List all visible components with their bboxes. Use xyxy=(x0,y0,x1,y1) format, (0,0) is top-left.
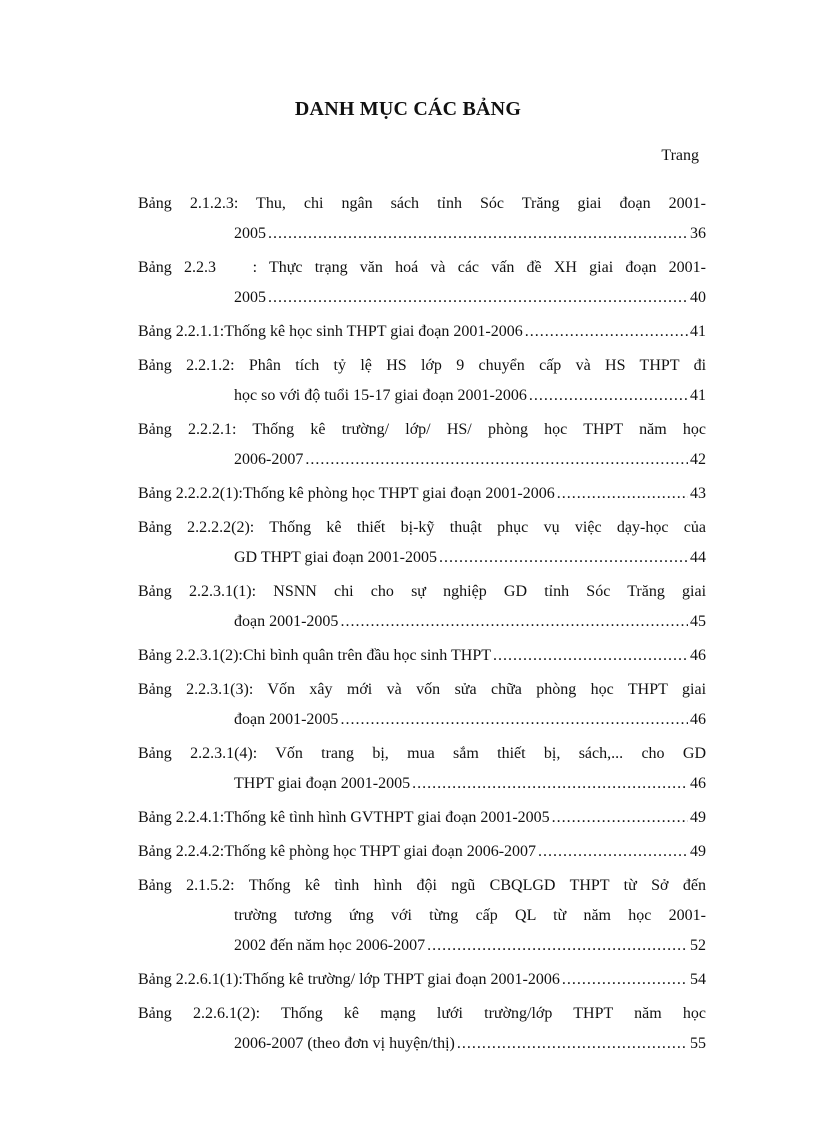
entry-label: Bảng 2.2.2.2(1): xyxy=(138,485,243,502)
entry-line xyxy=(138,803,706,833)
toc-entry xyxy=(138,351,706,411)
entry-line xyxy=(138,675,706,705)
entry-title-continued: 2006-2007 (theo đơn vị huyện/thị) xyxy=(234,1035,455,1052)
entry-title-continued: đoạn 2001-2005 xyxy=(234,613,339,630)
entry-title-continued: 2006-2007 xyxy=(234,451,304,468)
leader-dots xyxy=(457,1029,688,1059)
entry-line xyxy=(138,931,706,961)
leader-dots xyxy=(412,769,688,799)
entry-label: Bảng 2.2.4.2: xyxy=(138,843,225,860)
entry-label: Bảng 2.2.3.1(3): xyxy=(138,681,254,698)
entry-page-number: 42 xyxy=(690,451,706,468)
entry-label: Bảng 2.2.6.1(2): xyxy=(138,1005,261,1022)
entry-title-continued: GD THPT giai đoạn 2001-2005 xyxy=(234,549,437,566)
toc-entry xyxy=(138,577,706,637)
entry-title: Thống kê thiết bị-kỹ thuật phục vụ việc dạy-học của xyxy=(269,519,707,536)
leader-dots xyxy=(552,803,688,833)
leader-dots xyxy=(268,283,688,313)
entry-title: Thống kê trường/ lớp THPT giai đoạn 2001-2006 xyxy=(242,971,560,988)
toc-entry xyxy=(138,415,706,475)
leader-dots xyxy=(557,479,688,509)
entry-title-continued: học so với độ tuổi 15-17 giai đoạn 2001-2006 xyxy=(234,387,527,404)
entry-title: Thu, chi ngân sách tỉnh Sóc Trăng giai đoạn 2001- xyxy=(256,195,707,212)
entry-page-number: 45 xyxy=(690,613,706,630)
entry-line xyxy=(138,219,706,249)
toc-entry xyxy=(138,479,706,509)
entry-line xyxy=(138,381,706,411)
entry-title-continued: 2005 xyxy=(234,289,266,306)
page-title: DANH MỤC CÁC BẢNG xyxy=(294,98,522,120)
entry-title: Thống kê mạng lưới trường/lớp THPT năm học xyxy=(280,1005,707,1022)
entry-label: Bảng 2.2.3.1(1): xyxy=(138,583,257,600)
leader-dots xyxy=(493,641,688,671)
entry-line xyxy=(138,705,706,735)
entry-label: Bảng 2.2.6.1(1): xyxy=(138,971,243,988)
entry-line xyxy=(138,253,706,283)
entry-line xyxy=(138,283,706,313)
entry-label: Bảng 2.2.3.1(4): xyxy=(138,745,258,762)
toc-entry xyxy=(138,999,706,1059)
entry-line xyxy=(138,513,706,543)
entry-page-number: 41 xyxy=(690,323,706,340)
entry-title-continued: 2002 đến năm học 2006-2007 xyxy=(234,937,426,954)
toc-entry xyxy=(138,513,706,573)
toc-entry xyxy=(138,253,706,313)
entry-page-number: 52 xyxy=(690,937,706,954)
entry-line xyxy=(138,871,706,901)
toc-entry xyxy=(138,871,706,961)
leader-dots xyxy=(439,543,688,573)
leader-dots xyxy=(340,607,688,637)
toc-entry xyxy=(138,837,706,867)
entry-page-number: 46 xyxy=(690,711,706,728)
entry-title: Thống kê học sinh THPT giai đoạn 2001-2006 xyxy=(224,323,523,340)
entry-title: Thống kê tình hình đội ngũ CBQLGD THPT từ Sở đến xyxy=(248,877,707,894)
entry-label: Bảng 2.2.2.1: xyxy=(138,421,237,438)
entry-title: Vốn xây mới và vốn sửa chữa phòng học THPT giai xyxy=(267,681,707,698)
entry-line xyxy=(138,641,706,671)
entry-label: Bảng 2.2.1.1: xyxy=(138,323,225,340)
entry-page-number: 49 xyxy=(690,843,706,860)
entry-title-continued: trường tương ứng với từng cấp QL từ năm học 2001- xyxy=(234,907,706,924)
entry-line xyxy=(138,999,706,1029)
entry-page-number: 44 xyxy=(690,549,706,566)
entry-label: Bảng 2.1.2.3: xyxy=(138,195,239,212)
entry-line xyxy=(138,317,706,347)
toc-entry xyxy=(138,675,706,735)
entry-page-number: 46 xyxy=(690,647,706,664)
toc-entry xyxy=(138,317,706,347)
leader-dots xyxy=(305,445,688,475)
entry-title: Chi bình quân trên đầu học sinh THPT xyxy=(242,647,491,664)
entry-page-number: 49 xyxy=(690,809,706,826)
entry-page-number: 55 xyxy=(690,1035,706,1052)
leader-dots xyxy=(562,965,688,995)
toc-entry xyxy=(138,965,706,995)
entry-line xyxy=(138,415,706,445)
entry-line xyxy=(138,543,706,573)
entry-title: Thực trạng văn hoá và các vấn đề XH giai đoạn 2001- xyxy=(268,259,707,276)
entry-line xyxy=(138,445,706,475)
leader-dots xyxy=(525,317,688,347)
entry-page-number: 41 xyxy=(690,387,706,404)
entry-label: Bảng 2.1.5.2: xyxy=(138,877,235,894)
entry-line xyxy=(138,837,706,867)
leader-dots xyxy=(268,219,688,249)
page-column-label: Trang xyxy=(661,147,699,164)
entry-title: Vốn trang bị, mua sắm thiết bị, sách,... cho GD xyxy=(275,745,707,762)
entry-line xyxy=(138,965,706,995)
entry-label: Bảng 2.2.3 : xyxy=(138,259,258,276)
entry-title: Thống kê trường/ lớp/ HS/ phòng học THPT năm học xyxy=(252,421,706,438)
entry-title-continued: THPT giai đoạn 2001-2005 xyxy=(234,775,411,792)
entry-page-number: 36 xyxy=(690,225,706,242)
entry-label: Bảng 2.2.3.1(2): xyxy=(138,647,243,664)
leader-dots xyxy=(538,837,688,867)
toc-entry xyxy=(138,641,706,671)
leader-dots xyxy=(427,931,688,961)
entry-line xyxy=(138,739,706,769)
toc-entry xyxy=(138,803,706,833)
toc-entry xyxy=(138,739,706,799)
leader-dots xyxy=(340,705,688,735)
entry-title-continued: 2005 xyxy=(234,225,266,242)
entry-title: Thống kê tình hình GVTHPT giai đoạn 2001-2005 xyxy=(224,809,550,826)
toc-entry xyxy=(138,189,706,249)
entry-title: NSNN chi cho sự nghiệp GD tỉnh Sóc Trăng giai xyxy=(273,583,707,600)
entry-page-number: 54 xyxy=(690,971,706,988)
entry-line xyxy=(138,607,706,637)
entry-page-number: 40 xyxy=(690,289,706,306)
entry-label: Bảng 2.2.4.1: xyxy=(138,809,225,826)
entry-line xyxy=(138,901,706,931)
entry-label: Bảng 2.2.2.2(2): xyxy=(138,519,255,536)
entry-line xyxy=(138,189,706,219)
entry-page-number: 43 xyxy=(690,485,706,502)
entry-line xyxy=(138,577,706,607)
table-list xyxy=(138,189,706,1063)
entry-title: Thống kê phòng học THPT giai đoạn 2001-2006 xyxy=(242,485,555,502)
entry-title-continued: đoạn 2001-2005 xyxy=(234,711,339,728)
entry-label: Bảng 2.2.1.2: xyxy=(138,357,235,374)
entry-line xyxy=(138,1029,706,1059)
entry-title: Phân tích tỷ lệ HS lớp 9 chuyển cấp và HS THPT đi xyxy=(248,357,707,374)
entry-line xyxy=(138,351,706,381)
entry-page-number: 46 xyxy=(690,775,706,792)
entry-line xyxy=(138,479,706,509)
entry-title: Thống kê phòng học THPT giai đoạn 2006-2007 xyxy=(224,843,537,860)
leader-dots xyxy=(529,381,688,411)
entry-line xyxy=(138,769,706,799)
